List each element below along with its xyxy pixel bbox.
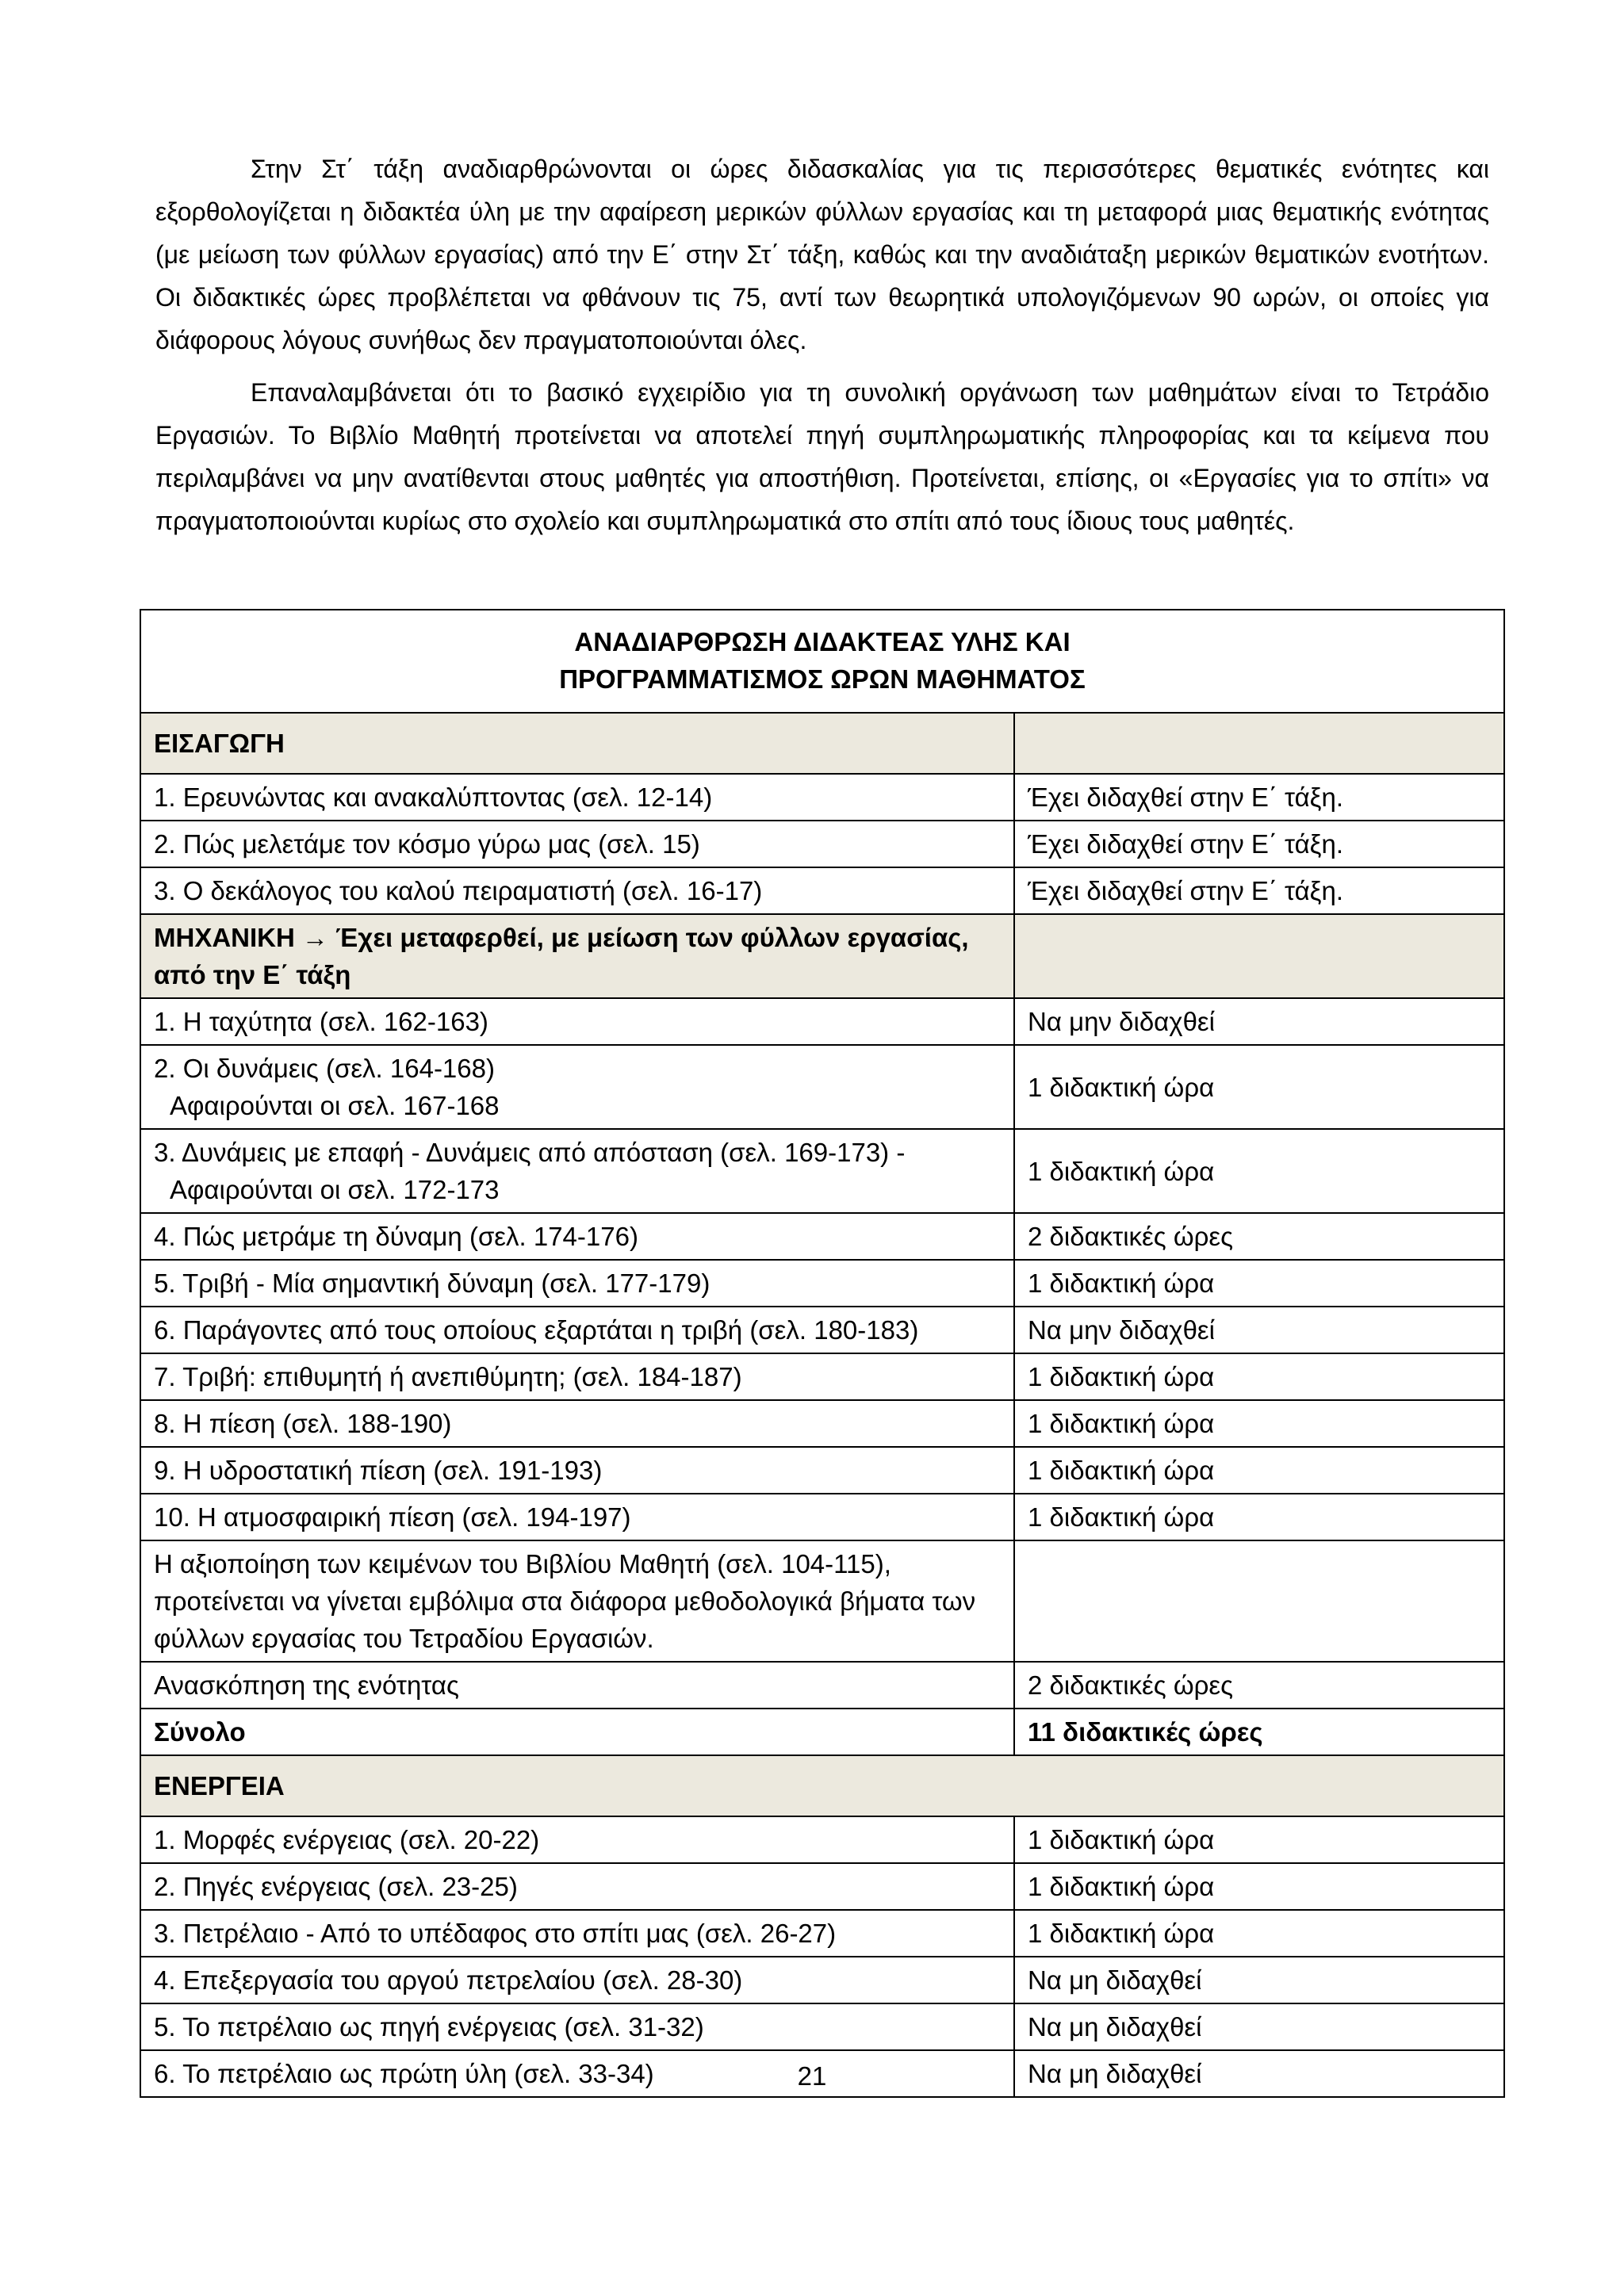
- topic-cell: 7. Τριβή: επιθυμητή ή ανεπιθύμητη; (σελ. 184-187): [140, 1353, 1014, 1400]
- intro-text: [155, 147, 1489, 552]
- hours-cell: 1 διδακτική ώρα: [1014, 1816, 1504, 1863]
- topic-cell: 8. Η πίεση (σελ. 188-190): [140, 1400, 1014, 1447]
- topic-cell: 5. Τριβή - Μία σημαντική δύναμη (σελ. 177-179): [140, 1260, 1014, 1307]
- section-header-mechanics: [140, 914, 1504, 998]
- table-row: [140, 1863, 1504, 1910]
- intro-paragraph-2: Επαναλαμβάνεται ότι το βασικό εγχειρίδιο για τη συνολική οργάνωση των μαθημάτων είναι το Τετράδιο Εργασιών. Το Βιβλίο Μαθητή προτείνεται να αποτελεί πηγή συμπληρωματικής πληροφορίας και τα κείμενα που περιλαμβάνει να μην ανατίθενται στους μαθητές για αποστήθιση. Προτείνεται, επίσης, οι «Εργασίες για το σπίτι» να πραγματοποιούνται κυρίως στο σχολείο και συμπληρωματικά στο σπίτι από τους ίδιους τους μαθητές.: [155, 378, 1489, 535]
- hours-cell: Έχει διδαχθεί στην Ε΄ τάξη.: [1014, 774, 1504, 821]
- topic-cell: 3. Δυνάμεις με επαφή - Δυνάμεις από απόσταση (σελ. 169-173) - Αφαιρούνται οι σελ. 172-173: [140, 1129, 1014, 1213]
- topic-cell: 10. Η ατμοσφαιρική πίεση (σελ. 194-197): [140, 1494, 1014, 1540]
- hours-cell: Να μην διδαχθεί: [1014, 1307, 1504, 1353]
- table-title-row: [140, 610, 1504, 713]
- hours-cell: 2 διδακτικές ώρες: [1014, 1213, 1504, 1260]
- total-label: Σύνολο: [140, 1709, 1014, 1755]
- hours-cell: [1014, 1540, 1504, 1662]
- hours-cell: 1 διδακτική ώρα: [1014, 1129, 1504, 1213]
- topic-note: Αφαιρούνται οι σελ. 172-173: [170, 1175, 500, 1204]
- hours-cell: 1 διδακτική ώρα: [1014, 1353, 1504, 1400]
- table-row: [140, 867, 1504, 914]
- topic-cell: 4. Επεξεργασία του αργού πετρελαίου (σελ. 28-30): [140, 1957, 1014, 2003]
- topic-cell: 1. Ερευνώντας και ανακαλύπτοντας (σελ. 12-14): [140, 774, 1014, 821]
- table-row: [140, 1400, 1504, 1447]
- topic-cell: 6. Παράγοντες από τους οποίους εξαρτάται η τριβή (σελ. 180-183): [140, 1307, 1014, 1353]
- hours-cell: Να μην διδαχθεί: [1014, 998, 1504, 1045]
- topic-cell: Ανασκόπηση της ενότητας: [140, 1662, 1014, 1709]
- topic-cell: 2. Οι δυνάμεις (σελ. 164-168) Αφαιρούνται οι σελ. 167-168: [140, 1045, 1014, 1129]
- table-row: [140, 1353, 1504, 1400]
- table-row: [140, 1307, 1504, 1353]
- section-title: ΕΙΣΑΓΩΓΗ: [140, 713, 1014, 774]
- hours-cell: 1 διδακτική ώρα: [1014, 1045, 1504, 1129]
- table-row: [140, 1957, 1504, 2003]
- hours-cell: 1 διδακτική ώρα: [1014, 1447, 1504, 1494]
- topic-cell: 2. Πηγές ενέργειας (σελ. 23-25): [140, 1863, 1014, 1910]
- section-header-intro: [140, 713, 1504, 774]
- hours-cell: 1 διδακτική ώρα: [1014, 1910, 1504, 1957]
- hours-cell: Να μη διδαχθεί: [1014, 1957, 1504, 2003]
- table-row: [140, 1662, 1504, 1709]
- table-row: [140, 1260, 1504, 1307]
- table-row: [140, 1129, 1504, 1213]
- topic-cell: 6. Το πετρέλαιο ως πρώτη ύλη (σελ. 33-34): [140, 2050, 1014, 2097]
- section-title: ΕΝΕΡΓΕΙΑ: [140, 1755, 1504, 1816]
- topic-cell: 4. Πώς μετράμε τη δύναμη (σελ. 174-176): [140, 1213, 1014, 1260]
- hours-cell: 1 διδακτική ώρα: [1014, 1400, 1504, 1447]
- total-value: 11 διδακτικές ώρες: [1014, 1709, 1504, 1755]
- topic-cell: 5. Το πετρέλαιο ως πηγή ενέργειας (σελ. 31-32): [140, 2003, 1014, 2050]
- topic-cell: Η αξιοποίηση των κειμένων του Βιβλίου Μαθητή (σελ. 104-115), προτείνεται να γίνεται εμβόλιμα στα διάφορα μεθοδολογικά βήματα των φύλλων εργασίας του Τετραδίου Εργασιών.: [140, 1540, 1014, 1662]
- hours-cell: Να μη διδαχθεί: [1014, 2003, 1504, 2050]
- hours-cell: Έχει διδαχθεί στην Ε΄ τάξη.: [1014, 821, 1504, 867]
- right-arrow-icon: →: [302, 923, 328, 952]
- table-row: [140, 1910, 1504, 1957]
- topic-cell: 2. Πώς μελετάμε τον κόσμο γύρω μας (σελ. 15): [140, 821, 1014, 867]
- topic-note: Αφαιρούνται οι σελ. 167-168: [170, 1091, 500, 1120]
- topic-cell: 3. Ο δεκάλογος του καλού πειραματιστή (σελ. 16-17): [140, 867, 1014, 914]
- curriculum-table: [140, 609, 1505, 2098]
- topic-cell: 1. Μορφές ενέργειας (σελ. 20-22): [140, 1816, 1014, 1863]
- hours-cell: 2 διδακτικές ώρες: [1014, 1662, 1504, 1709]
- hours-cell: 1 διδακτική ώρα: [1014, 1260, 1504, 1307]
- table-row: [140, 2003, 1504, 2050]
- page-number: 21: [797, 2061, 827, 2091]
- hours-cell: 1 διδακτική ώρα: [1014, 1494, 1504, 1540]
- table-row: [140, 821, 1504, 867]
- topic-cell: 1. Η ταχύτητα (σελ. 162-163): [140, 998, 1014, 1045]
- table-row: [140, 1816, 1504, 1863]
- table-row: [140, 1447, 1504, 1494]
- table-row: [140, 1213, 1504, 1260]
- intro-paragraph-1: Στην Στ΄ τάξη αναδιαρθρώνονται οι ώρες διδασκαλίας για τις περισσότερες θεματικές ενότητες και εξορθολογίζεται η διδακτέα ύλη με την αφαίρεση μερικών φύλλων εργασίας και τη μεταφορά μιας θεματικής ενότητας (με μείωση των φύλλων εργασίας) από την Ε΄ στην Στ΄ τάξη, καθώς και την αναδιάταξη μερικών θεματικών ενοτήτων. Οι διδακτικές ώρες προβλέπεται να φθάνουν τις 75, αντί των θεωρητικά υπολογιζόμενων 90 ωρών, οι οποίες για διάφορους λόγους συνήθως δεν πραγματοποιούνται όλες.: [155, 155, 1489, 354]
- table-row: [140, 998, 1504, 1045]
- table-row: [140, 1494, 1504, 1540]
- topic-cell: 3. Πετρέλαιο - Από το υπέδαφος στο σπίτι μας (σελ. 26-27): [140, 1910, 1014, 1957]
- table-row: [140, 774, 1504, 821]
- table-title: ΑΝΑΔΙΑΡΘΡΩΣΗ ΔΙΔΑΚΤΕΑΣ ΥΛΗΣ ΚΑΙ ΠΡΟΓΡΑΜΜΑΤΙΣΜΟΣ ΩΡΩΝ ΜΑΘΗΜΑΤΟΣ: [140, 610, 1504, 713]
- total-row: [140, 1709, 1504, 1755]
- section-header-energy: [140, 1755, 1504, 1816]
- table-row: [140, 1540, 1504, 1662]
- hours-cell: 1 διδακτική ώρα: [1014, 1863, 1504, 1910]
- table-row: [140, 1045, 1504, 1129]
- topic-cell: 9. Η υδροστατική πίεση (σελ. 191-193): [140, 1447, 1014, 1494]
- section-empty-cell: [1014, 713, 1504, 774]
- section-title: ΜΗΧΑΝΙΚΗ → Έχει μεταφερθεί, με μείωση των φύλλων εργασίας, από την Ε΄ τάξη: [140, 914, 1014, 998]
- hours-cell: Να μη διδαχθεί: [1014, 2050, 1504, 2097]
- hours-cell: Έχει διδαχθεί στην Ε΄ τάξη.: [1014, 867, 1504, 914]
- section-empty-cell: [1014, 914, 1504, 998]
